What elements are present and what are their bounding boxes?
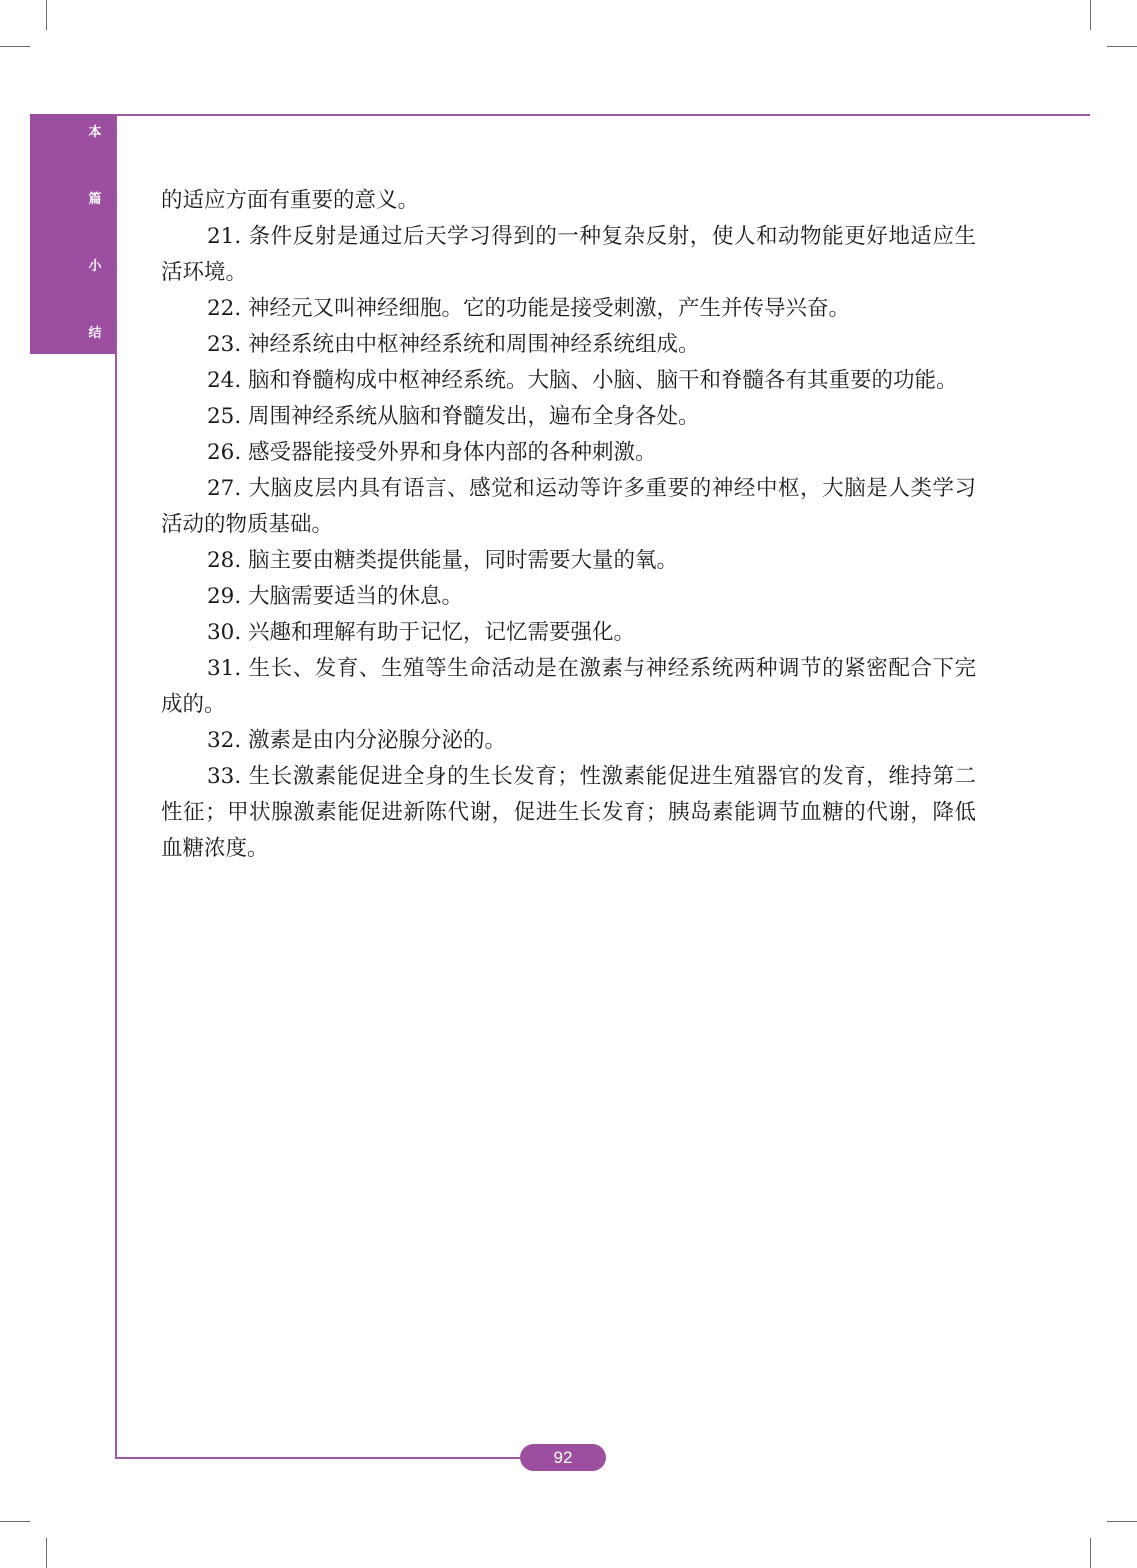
summary-item-21: 21. 条件反射是通过后天学习得到的一种复杂反射，使人和动物能更好地适应生活环境。	[161, 224, 976, 285]
summary-item-30: 30. 兴趣和理解有助于记忆，记忆需要强化。	[207, 620, 636, 645]
crop-mark-bottom-left-vertical	[46, 1538, 47, 1568]
summary-item-32: 32. 激素是由内分泌腺分泌的。	[207, 728, 507, 753]
frame-bottom-line	[115, 1457, 525, 1459]
crop-mark-bottom-right-horizontal	[1107, 1521, 1137, 1522]
page-number: 92	[520, 1444, 606, 1471]
side-tab-char: 小	[88, 259, 102, 274]
paragraph-continuation: 的适应方面有重要的意义。	[161, 188, 420, 213]
crop-mark-top-right-vertical	[1090, 0, 1091, 30]
crop-mark-bottom-right-vertical	[1090, 1538, 1091, 1568]
summary-item-31: 31. 生长、发育、生殖等生命活动是在激素与神经系统两种调节的紧密配合下完成的。	[161, 656, 976, 717]
summary-item-23: 23. 神经系统由中枢神经系统和周围神经系统组成。	[207, 332, 700, 357]
summary-item-26: 26. 感受器能接受外界和身体内部的各种刺激。	[207, 440, 657, 465]
summary-item-29: 29. 大脑需要适当的休息。	[207, 584, 464, 609]
crop-mark-bottom-left-horizontal	[0, 1521, 30, 1522]
summary-item-33: 33. 生长激素能促进全身的生长发育；性激素能促进生殖器官的发育，维持第二性征；甲状腺激素能促进新陈代谢，促进生长发育；胰岛素能调节血糖的代谢，降低血糖浓度。	[161, 764, 976, 861]
crop-mark-top-right-horizontal	[1107, 46, 1137, 47]
side-tab-char: 本	[88, 125, 102, 140]
summary-content	[161, 183, 976, 867]
crop-mark-top-left-horizontal	[0, 46, 30, 47]
summary-item-27: 27. 大脑皮层内具有语言、感觉和运动等许多重要的神经中枢，大脑是人类学习活动的物质基础。	[161, 476, 976, 537]
summary-item-25: 25. 周围神经系统从脑和脊髓发出，遍布全身各处。	[207, 404, 700, 429]
summary-item-28: 28. 脑主要由糖类提供能量，同时需要大量的氧。	[207, 548, 679, 573]
summary-item-22: 22. 神经元又叫神经细胞。它的功能是接受刺激，产生并传导兴奋。	[207, 296, 851, 321]
summary-item-24: 24. 脑和脊髓构成中枢神经系统。大脑、小脑、脑干和脊髓各有其重要的功能。	[207, 368, 958, 393]
side-tab-char: 篇	[88, 192, 102, 207]
crop-mark-top-left-vertical	[46, 0, 47, 30]
side-tab-char: 结	[88, 326, 102, 341]
frame-top-line	[115, 114, 1090, 116]
chapter-summary-tab	[30, 114, 116, 354]
